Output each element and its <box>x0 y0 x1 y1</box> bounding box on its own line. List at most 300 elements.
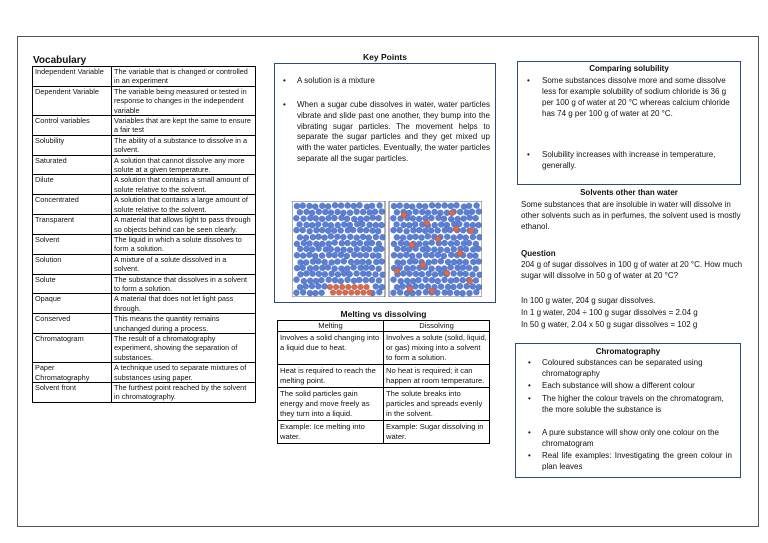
water-particle <box>397 253 403 259</box>
water-particle <box>312 204 318 210</box>
water-particle <box>415 277 421 283</box>
water-particle <box>306 252 312 258</box>
water-particle <box>377 203 383 209</box>
table-row <box>278 332 490 365</box>
water-particle <box>363 277 369 283</box>
water-particle <box>464 283 470 289</box>
water-particle <box>357 227 363 233</box>
water-particle <box>366 259 372 265</box>
water-particle <box>322 222 328 228</box>
water-particle <box>431 259 437 265</box>
water-particle <box>367 209 373 215</box>
melting-cell: Heat is required to reach the melting point. <box>278 365 384 388</box>
water-particle <box>297 271 303 277</box>
vocab-definition: A solution that contains a small amount of solute relative to the solvent. <box>112 175 256 195</box>
water-particle <box>369 265 375 271</box>
water-particle <box>464 222 470 228</box>
water-particle <box>373 259 379 265</box>
water-particle <box>432 222 438 228</box>
water-particle <box>473 266 479 272</box>
water-particle <box>304 222 310 228</box>
vocab-definition: A material that does not let light pass through. <box>112 294 256 314</box>
vocab-term: Dilute <box>33 175 112 195</box>
sugar-particle <box>346 284 352 290</box>
water-particle <box>398 240 404 246</box>
water-particle <box>470 259 476 265</box>
water-particle <box>423 252 429 258</box>
water-particle <box>379 209 385 215</box>
sugar-particle <box>342 290 348 296</box>
water-particle <box>356 277 362 283</box>
water-particle <box>341 222 347 228</box>
water-particle <box>438 271 444 277</box>
vocab-term: Solution <box>33 254 112 274</box>
water-particle <box>329 259 335 265</box>
water-particle <box>325 264 331 270</box>
water-particle <box>307 203 313 209</box>
water-particle <box>339 240 345 246</box>
vocab-term: Solubility <box>33 135 112 155</box>
water-particle <box>334 247 340 253</box>
water-particle <box>312 253 318 259</box>
water-particle <box>425 210 431 216</box>
water-particle <box>307 215 313 221</box>
water-particle <box>307 265 313 271</box>
water-particle <box>364 216 370 222</box>
water-particle <box>460 227 466 233</box>
water-particle <box>400 235 406 241</box>
chromatography-item: • The higher the colour travels on the chromatogram, the more soluble the substance is <box>542 394 727 415</box>
water-particle <box>404 241 410 247</box>
water-particle <box>363 227 369 233</box>
water-particle <box>354 209 360 215</box>
water-particle <box>293 290 299 296</box>
water-particle <box>426 271 432 277</box>
water-particle <box>428 215 434 221</box>
sugar-particle <box>424 220 430 226</box>
water-particle <box>416 216 422 222</box>
water-particle <box>313 278 319 284</box>
water-particle <box>319 253 325 259</box>
water-particle <box>444 234 450 240</box>
sugar-particle <box>336 290 342 296</box>
water-particle <box>404 203 410 209</box>
water-particle <box>300 265 306 271</box>
water-particle <box>400 271 406 277</box>
water-particle <box>307 241 313 247</box>
water-particle <box>360 209 366 215</box>
water-particle <box>370 228 376 234</box>
water-particle <box>316 271 322 277</box>
vocab-definition: The variable that is changed or controlled in an experiment <box>112 67 256 87</box>
water-particle <box>297 246 303 252</box>
water-particle <box>338 252 344 258</box>
water-particle <box>451 246 457 252</box>
water-particle <box>294 227 300 233</box>
sugar-particle <box>327 284 333 290</box>
water-particle <box>331 228 337 234</box>
water-particle <box>413 271 419 277</box>
water-particle <box>429 252 435 258</box>
water-particle <box>366 246 372 252</box>
solvents-other-title: Solvents other than water <box>580 188 678 197</box>
chromatography-item: • A pure substance will show only one colour on the chromatogram <box>542 428 734 449</box>
water-particle <box>460 290 466 296</box>
water-particle <box>360 259 366 265</box>
water-particle <box>454 240 460 246</box>
vocab-term: Solute <box>33 274 112 294</box>
water-particle <box>477 272 482 278</box>
water-particle <box>425 233 431 239</box>
water-particle <box>391 252 397 258</box>
water-particle <box>457 283 463 289</box>
water-particle <box>390 290 396 296</box>
table-row <box>33 274 256 294</box>
water-particle <box>332 252 338 258</box>
water-particle <box>429 266 435 272</box>
table-row <box>33 254 256 274</box>
water-particle <box>422 228 428 234</box>
water-particle <box>473 215 479 221</box>
vocab-definition: A technique used to separate mixtures of substances using paper. <box>112 363 256 383</box>
water-particle <box>448 264 454 270</box>
question-prompt: 204 g of sugar dissolves in 100 g of water at 20 °C. How much sugar will dissolve in 50 g of water at 20 °C? <box>521 260 743 280</box>
water-particle <box>448 252 454 258</box>
water-particle <box>400 259 406 265</box>
key-points-box <box>274 63 496 303</box>
water-particle <box>344 253 350 259</box>
water-particle <box>332 202 338 208</box>
vocab-definition: The ability of a substance to dissolve in a solvent. <box>112 135 256 155</box>
water-particle <box>391 227 397 233</box>
water-particle <box>345 277 351 283</box>
sugar-particle <box>364 284 370 290</box>
water-particle <box>345 240 351 246</box>
water-particle <box>466 240 472 246</box>
water-particle <box>297 221 303 227</box>
water-particle <box>373 283 379 289</box>
sugar-particle <box>453 226 459 232</box>
water-particle <box>473 289 479 295</box>
water-particle <box>366 271 372 277</box>
water-particle <box>394 246 400 252</box>
chromatography-box <box>515 343 741 478</box>
water-particle <box>359 221 365 227</box>
water-particle <box>338 227 344 233</box>
water-particle <box>300 203 306 209</box>
water-particle <box>450 284 456 290</box>
solubility-item: • Some substances dissolve more and some dissolve less for example solubility of sodium chloride is 36 g per 100 g of water at 20 °C whereas calcium chloride has 74 g per 100 g of water at 20 °C. <box>542 75 735 119</box>
vocab-term: Dependent Variable <box>33 86 112 115</box>
water-particle <box>406 222 412 228</box>
water-particle <box>426 259 432 265</box>
table-row <box>278 365 490 388</box>
water-particle <box>457 234 463 240</box>
water-particle <box>394 234 400 240</box>
water-particle <box>344 266 350 272</box>
water-particle <box>326 252 332 258</box>
water-particle <box>434 290 440 296</box>
water-particle <box>313 215 319 221</box>
water-particle <box>325 215 331 221</box>
water-particle <box>470 283 476 289</box>
vocab-term: Chromatogram <box>33 333 112 362</box>
sugar-particle <box>361 290 367 296</box>
water-particle <box>442 240 448 246</box>
vocab-definition: The result of a chromatography experiment, showing the separation of substances. <box>112 333 256 362</box>
water-particle <box>351 264 357 270</box>
water-particle <box>334 234 340 240</box>
water-particle <box>316 234 322 240</box>
water-particle <box>360 234 366 240</box>
water-particle <box>363 265 369 271</box>
water-particle <box>435 227 441 233</box>
table-row <box>33 215 256 235</box>
sugar-particle <box>407 286 413 292</box>
water-particle <box>467 253 473 259</box>
water-particle <box>476 209 482 215</box>
water-particle <box>297 234 303 240</box>
table-row <box>33 116 256 136</box>
water-particle <box>391 203 397 209</box>
water-particle <box>370 253 376 259</box>
water-particle <box>329 271 335 277</box>
water-particle <box>435 278 441 284</box>
water-particle <box>357 252 363 258</box>
water-particle <box>322 209 328 215</box>
chromatography-title: Chromatography <box>595 347 661 356</box>
table-row <box>33 135 256 155</box>
sugar-particle <box>409 242 415 248</box>
water-particle <box>347 271 353 277</box>
vocab-definition: A mixture of a solute dissolved in a solvent. <box>112 254 256 274</box>
table-row <box>33 314 256 334</box>
water-particle <box>416 253 422 259</box>
water-particle <box>373 234 379 240</box>
water-particle <box>332 240 338 246</box>
water-particle <box>438 258 444 264</box>
water-particle <box>448 216 454 222</box>
vocabulary-table <box>32 66 256 403</box>
water-particle <box>332 266 338 272</box>
water-particle <box>309 222 315 228</box>
water-particle <box>416 203 422 209</box>
water-particle <box>467 215 473 221</box>
water-particle <box>335 222 341 228</box>
water-particle <box>431 247 437 253</box>
water-particle <box>315 258 321 264</box>
water-particle <box>460 265 466 271</box>
water-particle <box>413 209 419 215</box>
water-particle <box>380 234 386 240</box>
particle-diagram <box>292 201 482 297</box>
water-particle <box>419 283 425 289</box>
water-particle <box>404 265 410 271</box>
water-particle <box>358 265 364 271</box>
water-particle <box>372 271 378 277</box>
water-particle <box>326 241 332 247</box>
water-particle <box>307 290 313 296</box>
dissolving-cell: No heat is required; it can happen at room temperature. <box>384 365 490 388</box>
water-particle <box>338 215 344 221</box>
sugar-particle <box>349 290 355 296</box>
water-particle <box>419 271 425 277</box>
water-particle <box>407 234 413 240</box>
water-particle <box>401 222 407 228</box>
water-particle <box>313 265 319 271</box>
water-particle <box>441 216 447 222</box>
water-particle <box>307 278 313 284</box>
vocab-term: Independent Variable <box>33 67 112 87</box>
water-particle <box>463 246 469 252</box>
water-particle <box>313 227 319 233</box>
water-particle <box>442 227 448 233</box>
water-particle <box>447 227 453 233</box>
water-particle <box>369 203 375 209</box>
water-particle <box>416 227 422 233</box>
water-particle <box>442 290 448 296</box>
sugar-particle <box>330 290 336 296</box>
water-particle <box>304 209 310 215</box>
water-particle <box>470 222 476 228</box>
melting-cell: Example: Ice melting into water. <box>278 421 384 444</box>
water-particle <box>412 221 418 227</box>
water-particle <box>469 271 475 277</box>
water-particle <box>316 209 322 215</box>
water-particle <box>347 234 353 240</box>
water-particle <box>435 203 441 209</box>
water-particle <box>309 283 315 289</box>
sugar-particle <box>429 288 435 294</box>
water-particle <box>473 277 479 283</box>
water-particle <box>341 271 347 277</box>
water-particle <box>441 253 447 259</box>
vocab-term: Transparent <box>33 215 112 235</box>
water-particle <box>404 228 410 234</box>
water-particle <box>453 277 459 283</box>
water-particle <box>438 222 444 228</box>
chromatography-item: • Each substance will show a different colour <box>542 381 732 392</box>
water-particle <box>312 290 318 296</box>
water-particle <box>319 203 325 209</box>
table-row <box>33 333 256 362</box>
water-particle <box>448 278 454 284</box>
water-particle <box>404 278 410 284</box>
solubility-item: • Solubility increases with increase in temperature, generally. <box>542 149 720 171</box>
comparing-solubility-title: Comparing solubility <box>589 64 669 73</box>
water-particle <box>457 209 463 215</box>
vocab-definition: Variables that are kept the same to ensure a fair test <box>112 116 256 136</box>
water-particle <box>451 259 457 265</box>
water-particle <box>369 277 375 283</box>
sugar-particle <box>352 284 358 290</box>
vocab-definition: The liquid in which a solute dissolves to form a solution. <box>112 234 256 254</box>
water-particle <box>445 284 451 290</box>
water-particle <box>403 252 409 258</box>
water-particle <box>297 284 303 290</box>
water-particle <box>345 202 351 208</box>
table-header-row <box>278 321 490 332</box>
sugar-particle <box>355 290 361 296</box>
water-particle <box>457 259 463 265</box>
water-particle <box>351 216 357 222</box>
table-row <box>278 388 490 421</box>
water-particle <box>340 234 346 240</box>
melting-cell: The solid particles gain energy and move freely as they turn into a liquid. <box>278 388 384 421</box>
water-particle <box>419 235 425 241</box>
water-particle <box>370 215 376 221</box>
water-particle <box>322 271 328 277</box>
water-particle <box>338 203 344 209</box>
water-particle <box>369 240 375 246</box>
water-particle <box>423 241 429 247</box>
dissolving-cell: Involves a solute (solid, liquid, or gas) mixing into a solvent to form a solution. <box>384 332 490 365</box>
water-particle <box>425 246 431 252</box>
water-particle <box>328 210 334 216</box>
vocab-term: Conserved <box>33 314 112 334</box>
key-points-title: Key Points <box>363 52 407 62</box>
water-particle <box>303 235 309 241</box>
water-particle <box>293 215 299 221</box>
water-particle <box>300 289 306 295</box>
water-particle <box>419 209 425 215</box>
column-header-melting: Melting <box>278 321 384 332</box>
water-particle <box>472 253 478 259</box>
water-particle <box>303 283 309 289</box>
table-row <box>33 234 256 254</box>
water-particle <box>297 209 303 215</box>
water-particle <box>447 290 453 296</box>
vocab-definition: The variable being measured or tested in response to changes in the independent variable <box>112 86 256 115</box>
water-particle <box>401 246 407 252</box>
water-particle <box>303 259 309 265</box>
sugar-particle <box>401 212 407 218</box>
table-row <box>33 383 256 403</box>
vocab-term: Saturated <box>33 155 112 175</box>
vocab-definition: The furthest point reached by the solvent in chromatography. <box>112 383 256 403</box>
water-particle <box>463 259 469 265</box>
water-particle <box>429 202 435 208</box>
water-particle <box>454 290 460 296</box>
vocab-term: Control variables <box>33 116 112 136</box>
water-particle <box>432 209 438 215</box>
water-particle <box>477 234 482 240</box>
vocab-term: Concentrated <box>33 195 112 215</box>
water-particle <box>335 271 341 277</box>
water-particle <box>303 271 309 277</box>
water-particle <box>397 289 403 295</box>
water-particle <box>451 270 457 276</box>
water-particle <box>344 216 350 222</box>
water-particle <box>372 209 378 215</box>
sugar-particle <box>457 250 463 256</box>
water-particle <box>375 228 381 234</box>
water-particle <box>466 265 472 271</box>
water-particle <box>448 241 454 247</box>
water-particle <box>445 259 451 265</box>
water-particle <box>300 253 306 259</box>
water-particle <box>325 228 331 234</box>
water-particle <box>319 290 325 296</box>
sugar-particle <box>420 262 426 268</box>
water-particle <box>341 258 347 264</box>
water-particle <box>454 202 460 208</box>
vocabulary-title: Vocabulary <box>33 55 87 66</box>
water-particle <box>350 227 356 233</box>
water-particle <box>448 203 454 209</box>
comparing-solubility-box <box>517 61 741 185</box>
question-title: Question <box>521 249 556 258</box>
